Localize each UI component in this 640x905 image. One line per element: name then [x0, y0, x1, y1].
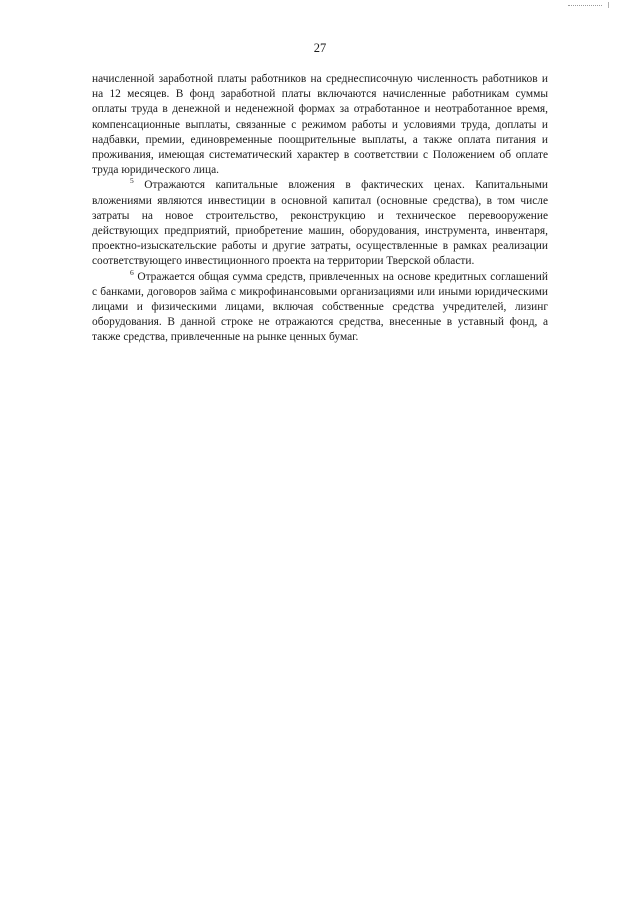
document-body — [92, 72, 548, 346]
page-number: 27 — [313, 41, 327, 55]
scan-artifact — [608, 2, 609, 8]
footnote-text: Отражается общая сумма средств, привлеченных на основе кредитных соглашений с банками, договоров займа с микрофинансовыми организациями или иными юридическими лицами и физическими лицами, включая собственные средства учредителей, лизинг оборудования. В данной строке не отражаются средства, внесенные в уставный фонд, а также средства, привлеченные на рынке ценных бумаг. — [92, 270, 548, 344]
footnote-text: Отражаются капитальные вложения в фактических ценах. Капитальными вложениями являются инвестиции в основной капитал (основные средства), в том числе затраты на новое строительство, реконструкцию и техническое перевооружение действующих предприятий, приобретение машин, оборудования, инструмента, инвентаря, проектно-изыскательские работы и другие затраты, осуществленные в рамках реализации соответствующего инвестиционного проекта на территории Тверской области. — [92, 179, 548, 268]
footnote-5 — [92, 178, 548, 269]
footnote-marker: 6 — [130, 267, 134, 277]
footnote-6 — [92, 267, 548, 346]
scan-artifact — [568, 5, 602, 7]
paragraph-continuation — [92, 72, 548, 178]
paragraph-text: начисленной заработной платы работников на среднесписочную численность работников и на 12 месяцев. В фонд заработной платы включаются начисленные работникам суммы оплаты труда в денежной и неденежной формах за отработанное и неотработанное время, компенсационные выплаты, связанные с режимом работы и условиями труда, доплаты и надбавки, премии, единовременные поощрительные выплаты, а также оплата питания и проживания, имеющая систематический характер в соответствии с Положением об оплате труда юридического лица. — [92, 73, 548, 177]
footnote-marker: 5 — [130, 176, 134, 186]
